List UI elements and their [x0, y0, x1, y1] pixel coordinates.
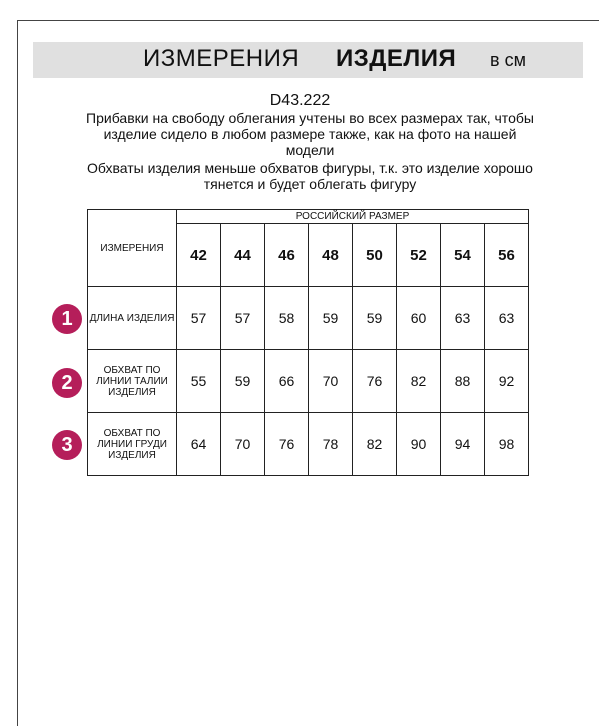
- value-cell: 63: [441, 287, 485, 350]
- table-row: [88, 350, 529, 413]
- value-cell: 64: [177, 413, 221, 476]
- value-cell: 66: [265, 350, 309, 413]
- title-unit: в см: [490, 50, 526, 70]
- fit-allowance-note: Прибавки на свободу облегания учтены во всех размерах так, чтобы изделие сидело в любом размере также, как на фото на нашей модели: [86, 110, 534, 158]
- title-word-product: ИЗДЕЛИЯ: [336, 45, 457, 72]
- value-cell: 78: [309, 413, 353, 476]
- value-cell: 58: [265, 287, 309, 350]
- value-cell: 76: [265, 413, 309, 476]
- row-label-waist: ОБХВАТ ПО ЛИНИИ ТАЛИИ ИЗДЕЛИЯ: [88, 350, 177, 413]
- value-cell: 82: [353, 413, 397, 476]
- size-cell: 52: [397, 224, 441, 287]
- title-banner: [33, 42, 583, 78]
- title-word-measurements: ИЗМЕРЕНИЯ: [143, 45, 300, 72]
- value-cell: 59: [221, 350, 265, 413]
- value-cell: 92: [485, 350, 529, 413]
- row-label-chest: ОБХВАТ ПО ЛИНИИ ГРУДИ ИЗДЕЛИЯ: [88, 413, 177, 476]
- product-code: D43.222: [269, 92, 331, 109]
- size-cell: 54: [441, 224, 485, 287]
- value-cell: 57: [177, 287, 221, 350]
- value-cell: 76: [353, 350, 397, 413]
- size-cell: 44: [221, 224, 265, 287]
- value-cell: 55: [177, 350, 221, 413]
- size-group-header: РОССИЙСКИЙ РАЗМЕР: [177, 210, 529, 224]
- marker-2: 2: [52, 368, 82, 398]
- size-cell: 46: [265, 224, 309, 287]
- value-cell: 60: [397, 287, 441, 350]
- value-cell: 63: [485, 287, 529, 350]
- value-cell: 98: [485, 413, 529, 476]
- value-cell: 57: [221, 287, 265, 350]
- table-header-row: [88, 210, 529, 224]
- size-cell: 50: [353, 224, 397, 287]
- size-table: [87, 209, 529, 476]
- value-cell: 70: [221, 413, 265, 476]
- measurements-header: ИЗМЕРЕНИЯ: [88, 210, 177, 287]
- value-cell: 88: [441, 350, 485, 413]
- size-cell: 42: [177, 224, 221, 287]
- value-cell: 90: [397, 413, 441, 476]
- marker-1: 1: [52, 304, 82, 334]
- value-cell: 94: [441, 413, 485, 476]
- size-cell: 48: [309, 224, 353, 287]
- table-row: [88, 413, 529, 476]
- value-cell: 70: [309, 350, 353, 413]
- value-cell: 59: [309, 287, 353, 350]
- size-cell: 56: [485, 224, 529, 287]
- value-cell: 82: [397, 350, 441, 413]
- value-cell: 59: [353, 287, 397, 350]
- stretch-note: Обхваты изделия меньше обхватов фигуры, т.к. это изделие хорошо тянется и будет облегать фигуру: [87, 160, 533, 192]
- table-row: [88, 287, 529, 350]
- row-label-length: ДЛИНА ИЗДЕЛИЯ: [88, 287, 177, 350]
- marker-3: 3: [52, 430, 82, 460]
